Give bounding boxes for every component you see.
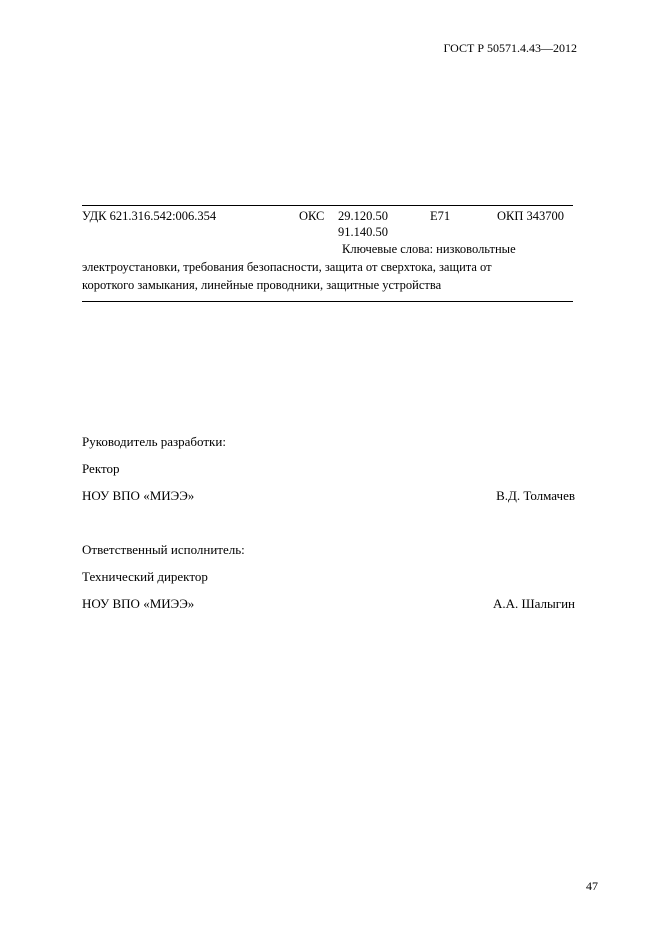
top-divider [82,205,573,206]
keywords-block [82,240,573,294]
group-code: Е71 [430,209,451,223]
signature-position: Ректор [82,461,120,476]
signature-role: Руководитель разработки: [82,434,226,449]
udc-code: УДК 621.316.542:006.354 [82,209,217,223]
bottom-divider [82,301,573,302]
keywords-line: короткого замыкания, линейные проводники, защитные устройства [82,278,442,292]
page-number: 47 [586,879,598,893]
okp-code: ОКП 343700 [497,209,565,223]
signatory-name: А.А. Шалыгин [493,596,575,611]
keywords-line: электроустановки, требования безопасности, защита от сверхтока, защита от [82,260,492,274]
keywords-line: Ключевые слова: низковольтные [342,242,516,256]
signature-organization: НОУ ВПО «МИЭЭ» [82,488,195,503]
standard-designation: ГОСТ Р 50571.4.43—2012 [443,41,577,55]
oks-code: 91.140.50 [338,225,388,239]
signature-organization: НОУ ВПО «МИЭЭ» [82,596,195,611]
oks-code: 29.120.50 [338,209,388,223]
oks-label: ОКС [299,209,325,223]
signature-position: Технический директор [82,569,208,584]
signature-role: Ответственный исполнитель: [82,542,245,557]
signatory-name: В.Д. Толмачев [496,488,575,503]
